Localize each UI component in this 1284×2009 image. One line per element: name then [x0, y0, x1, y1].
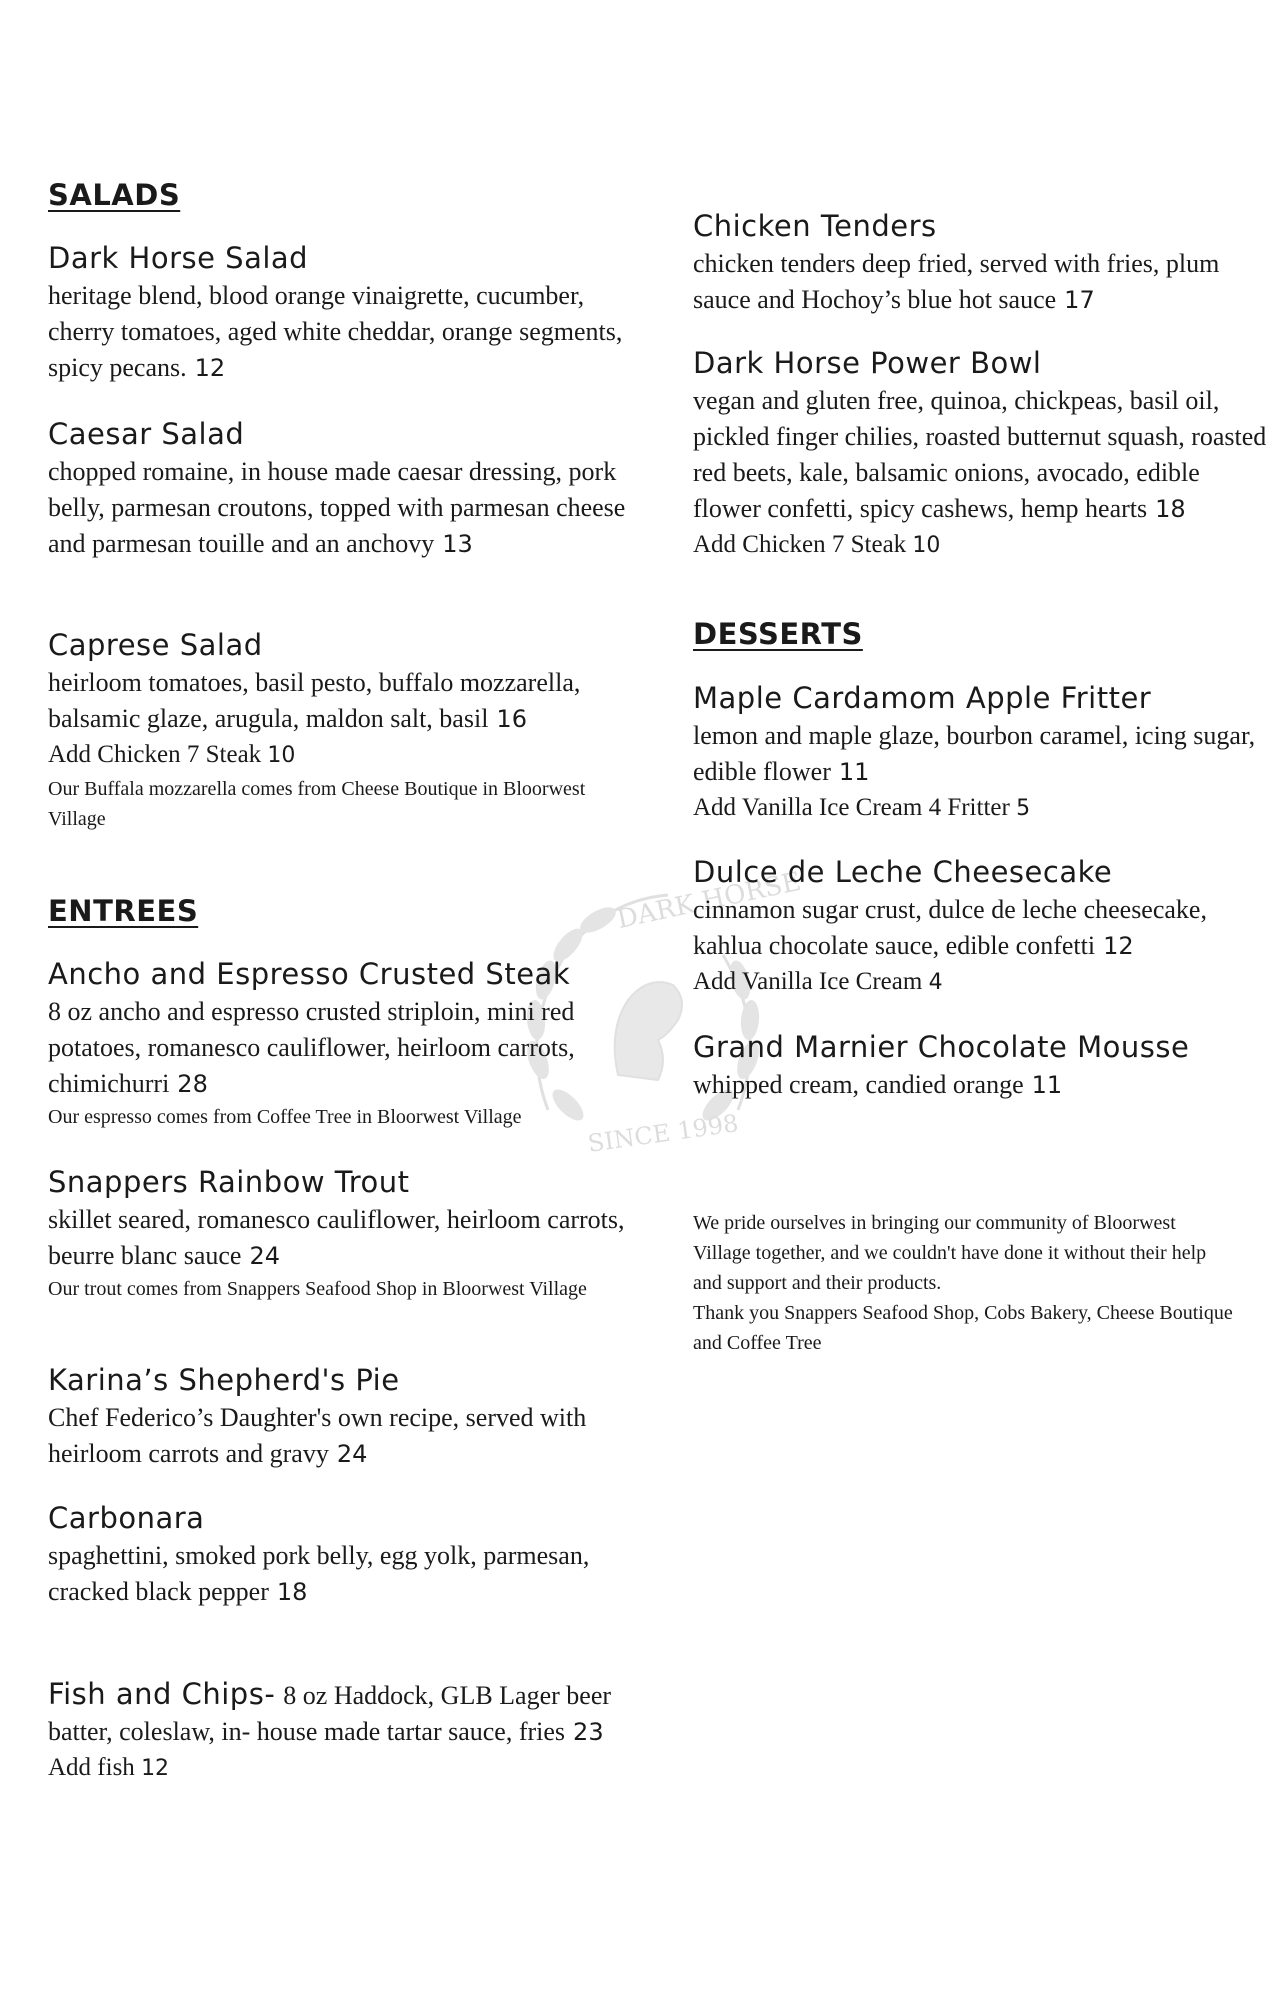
item-price: 24: [249, 1242, 280, 1270]
menu-item-cheesecake: [693, 852, 1273, 1001]
menu-item-caesar-salad: [48, 414, 628, 562]
item-price: 18: [1155, 495, 1186, 523]
menu-item-rainbow-trout: [48, 1162, 628, 1304]
item-addon: Add Vanilla Ice Cream 4: [693, 968, 943, 995]
item-name: Chicken Tenders: [693, 209, 937, 243]
item-name: Snappers Rainbow Trout: [48, 1165, 410, 1199]
item-desc: heritage blend, blood orange vinaigrette, cucumber, cherry tomatoes, aged white cheddar, orange segments, spicy pecans. 12: [48, 281, 623, 382]
item-addon: Add fish 12: [48, 1754, 170, 1781]
item-name: Caprese Salad: [48, 628, 263, 662]
item-name: Dark Horse Salad: [48, 241, 309, 275]
item-name: Carbonara: [48, 1501, 205, 1535]
item-price: 18: [276, 1578, 308, 1606]
menu-item-fish-and-chips: [48, 1674, 628, 1787]
item-name: Maple Cardamom Apple Fritter: [693, 681, 1152, 715]
menu-item-chocolate-mousse: [693, 1027, 1273, 1103]
desserts-heading: DESSERTS: [693, 617, 863, 651]
menu-item-power-bowl: [693, 343, 1273, 564]
item-name: Fish and Chips-: [48, 1677, 276, 1711]
item-name: Karina’s Shepherd's Pie: [48, 1363, 400, 1397]
menu-item-steak: [48, 954, 628, 1132]
item-desc: 8 oz ancho and espresso crusted striploin, mini red potatoes, romanesco cauliflower, heirloom carrots, chimichurri 28: [48, 997, 575, 1098]
menu-item-chicken-tenders: [693, 206, 1273, 318]
item-desc: skillet seared, romanesco cauliflower, heirloom carrots, beurre blanc sauce 24: [48, 1205, 625, 1270]
item-desc: whipped cream, candied orange 11: [693, 1070, 1063, 1099]
item-note: Our trout comes from Snappers Seafood Shop in Bloorwest Village: [48, 1278, 587, 1300]
item-price: 24: [336, 1440, 368, 1468]
menu-item-shepherds-pie: [48, 1360, 628, 1472]
item-desc: Fish and Chips- 8 oz Haddock, GLB Lager beer batter, coleslaw, in- house made tartar sauce, fries 23: [48, 1677, 612, 1746]
item-addon: Add Chicken 7 Steak 10: [48, 741, 296, 768]
item-addon: Add Vanilla Ice Cream 4 Fritter 5: [693, 794, 1031, 821]
thanks-suppliers: Thank you Snappers Seafood Shop, Cobs Bakery, Cheese Boutique and Coffee Tree: [693, 1302, 1233, 1354]
item-desc: lemon and maple glaze, bourbon caramel, icing sugar, edible flower 11: [693, 721, 1256, 786]
item-price: 12: [194, 354, 226, 382]
community-thanks-note: [693, 1208, 1233, 1358]
item-price: 11: [838, 758, 870, 786]
item-desc: cinnamon sugar crust, dulce de leche cheesecake, kahlua chocolate sauce, edible confetti 12: [693, 895, 1207, 960]
item-name: Grand Marnier Chocolate Mousse: [693, 1030, 1190, 1064]
item-name: Dulce de Leche Cheesecake: [693, 855, 1113, 889]
item-addon: Add Chicken 7 Steak 10: [693, 531, 941, 558]
menu-item-caprese-salad: [48, 625, 628, 834]
item-price: 28: [177, 1070, 208, 1098]
menu-item-dark-horse-salad: [48, 238, 628, 386]
thanks-paragraph: We pride ourselves in bringing our community of Bloorwest Village together, and we couldn't have done it without their help and support and their products.: [693, 1212, 1207, 1294]
item-name: Ancho and Espresso Crusted Steak: [48, 957, 571, 991]
item-price: 16: [496, 705, 527, 733]
item-desc: chicken tenders deep fried, served with fries, plum sauce and Hochoy’s blue hot sauce 17: [693, 249, 1220, 314]
item-price: 13: [442, 530, 473, 558]
item-desc: Chef Federico’s Daughter's own recipe, served with heirloom carrots and gravy 24: [48, 1403, 587, 1468]
item-note: Our espresso comes from Coffee Tree in Bloorwest Village: [48, 1106, 522, 1128]
item-name: Dark Horse Power Bowl: [693, 346, 1042, 380]
item-price: 17: [1064, 286, 1095, 314]
item-price: 23: [573, 1718, 604, 1746]
item-note: Our Buffala mozzarella comes from Cheese Boutique in Bloorwest Village: [48, 778, 586, 830]
item-desc: spaghettini, smoked pork belly, egg yolk, parmesan, cracked black pepper 18: [48, 1541, 590, 1606]
item-desc: heirloom tomatoes, basil pesto, buffalo mozzarella, balsamic glaze, arugula, maldon salt, basil 16: [48, 668, 581, 733]
menu-item-apple-fritter: [693, 678, 1273, 827]
entrees-heading: ENTREES: [48, 894, 199, 928]
salads-heading: SALADS: [48, 178, 181, 212]
item-desc: vegan and gluten free, quinoa, chickpeas, basil oil, pickled finger chilies, roasted butternut squash, roasted red beets, kale, balsamic onions, avocado, edible flower confetti, spicy cashews, hemp hearts 18: [693, 386, 1267, 523]
item-desc: chopped romaine, in house made caesar dressing, pork belly, parmesan croutons, topped with parmesan cheese and parmesan touille and an anchovy 13: [48, 457, 626, 558]
item-price: 12: [1103, 932, 1134, 960]
item-name: Caesar Salad: [48, 417, 245, 451]
menu-item-carbonara: [48, 1498, 628, 1610]
item-price: 11: [1031, 1071, 1063, 1099]
svg-text:DARK HORSE: DARK HORSE: [614, 866, 804, 936]
svg-text:SINCE 1998: SINCE 1998: [586, 1109, 741, 1158]
